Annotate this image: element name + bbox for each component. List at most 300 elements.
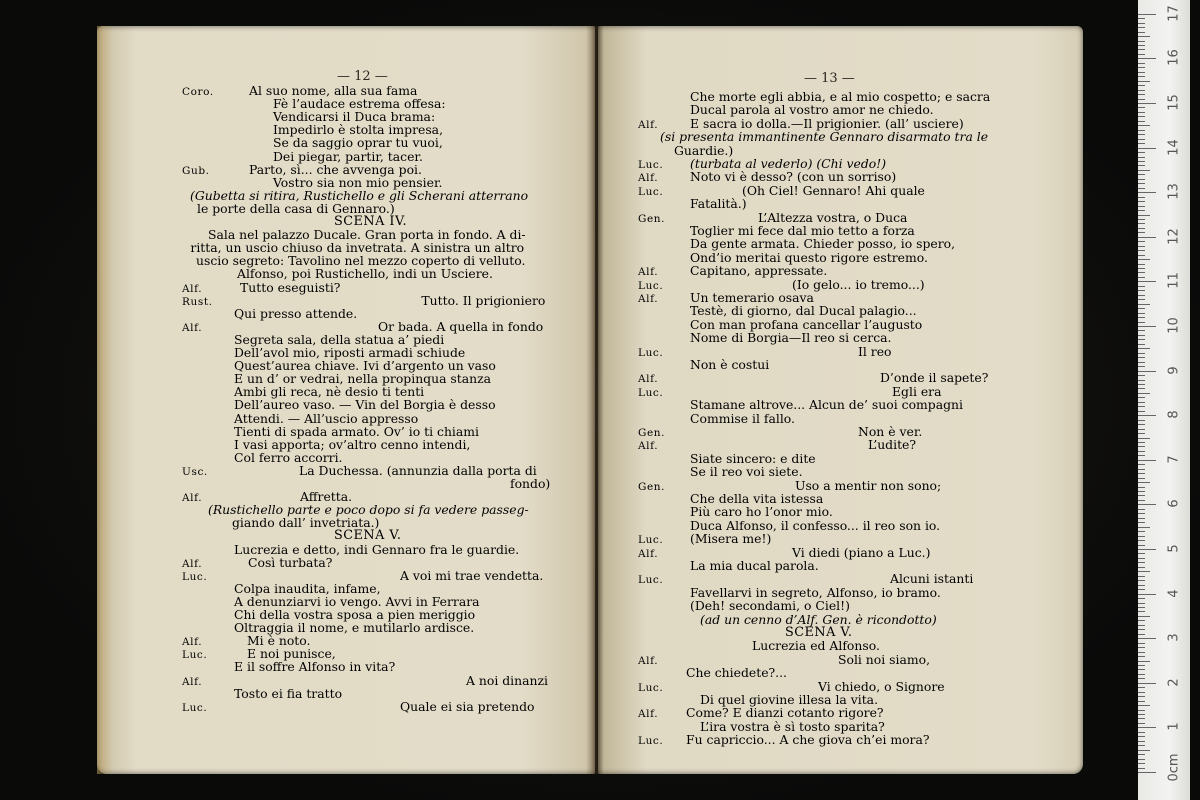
- speaker-abbrev: Luc.: [638, 681, 664, 694]
- stage-direction: (ad un cenno d’Alf. Gen. è ricondotto): [700, 611, 937, 627]
- ruler-tick: [1138, 759, 1145, 760]
- verse-line: Un temerario osava: [690, 290, 814, 305]
- verse-line: Uso a mentir non sono;: [795, 477, 942, 493]
- ruler-tick: [1138, 268, 1145, 269]
- ruler-label: 11: [1166, 272, 1182, 290]
- verse-line: Con man profana cancellar l’augusto: [690, 316, 923, 332]
- ruler-tick: [1138, 692, 1145, 693]
- ruler-label: 14: [1166, 138, 1182, 156]
- ruler-tick: [1138, 678, 1145, 679]
- verse-line: Tosto ei fia tratto: [234, 685, 343, 701]
- stage-direction: (Rustichello parte e poco dopo si fa vedere passeg-: [208, 502, 529, 518]
- speaker-abbrev: Luc.: [638, 346, 664, 359]
- verse-line: Sala nel palazzo Ducale. Gran porta in fondo. A di-: [208, 227, 526, 243]
- ruler-tick: [1138, 36, 1150, 37]
- verse-line: Dell’avol mio, riposti armadi schiude: [234, 345, 466, 360]
- ruler-tick: [1138, 210, 1145, 211]
- ruler-tick: [1138, 54, 1145, 55]
- ruler-tick: [1138, 580, 1145, 581]
- scene-heading: SCENA IV.: [334, 214, 408, 229]
- speaker-abbrev: Luc.: [638, 386, 664, 399]
- ruler-tick: [1138, 487, 1145, 488]
- ruler-tick: [1138, 429, 1145, 430]
- ruler-tick: [1138, 732, 1145, 733]
- ruler-tick: [1138, 634, 1145, 635]
- ruler-tick: [1138, 433, 1145, 434]
- ruler-tick: [1138, 264, 1145, 265]
- ruler-tick: [1138, 607, 1145, 608]
- ruler-tick: [1138, 611, 1145, 612]
- speaker-abbrev: Alf.: [638, 266, 659, 279]
- ruler-tick: [1138, 451, 1145, 452]
- ruler-tick: [1138, 281, 1156, 282]
- ruler-tick: [1138, 45, 1145, 46]
- ruler-tick: [1138, 277, 1145, 278]
- ruler-tick: [1138, 81, 1150, 82]
- ruler-tick: [1138, 772, 1156, 773]
- ruler-tick: [1138, 121, 1145, 122]
- ruler-tick: [1138, 424, 1145, 425]
- ruler-label: 7: [1166, 455, 1182, 464]
- verse-line: Vi diedi (piano a Luc.): [792, 544, 931, 560]
- ruler-tick: [1138, 192, 1156, 193]
- measurement-ruler: [1138, 0, 1190, 800]
- verse-line: Così turbata?: [248, 554, 333, 570]
- ruler-tick: [1138, 228, 1145, 229]
- ruler-tick: [1138, 143, 1145, 144]
- ruler-tick: [1138, 576, 1145, 577]
- ruler-tick: [1138, 125, 1150, 126]
- verse-line: Noto vi è desso? (con un sorriso): [690, 169, 897, 185]
- ruler-tick: [1138, 362, 1145, 363]
- ruler-tick: [1138, 58, 1156, 59]
- ruler-tick: [1138, 616, 1150, 617]
- speaker-abbrev: Alf.: [182, 557, 203, 570]
- ruler-tick: [1138, 527, 1150, 528]
- ruler-tick: [1138, 183, 1145, 184]
- ruler-tick: [1138, 745, 1145, 746]
- ruler-tick: [1138, 246, 1145, 247]
- verse-line: Da gente armata. Chieder posso, io spero,: [690, 236, 956, 252]
- verse-line: Toglier mi fece dal mio tetto a forza: [690, 223, 915, 238]
- ruler-tick: [1138, 99, 1145, 100]
- ruler-tick: [1138, 687, 1145, 688]
- ruler-tick: [1138, 32, 1145, 33]
- ruler-label: 8: [1166, 410, 1182, 419]
- stage-direction: (si presenta immantinente Gennaro disarmato tra le: [660, 129, 989, 145]
- ruler-tick: [1138, 223, 1145, 224]
- ruler-tick: [1138, 14, 1156, 15]
- ruler-tick: [1138, 188, 1145, 189]
- verse-line: Alfonso, poi Rustichello, indi un Usciere.: [237, 266, 493, 282]
- speaker-abbrev: Coro.: [182, 86, 214, 98]
- verse-line: Stamane altrove... Alcun de’ suoi compagni: [690, 397, 963, 413]
- ruler-tick: [1138, 148, 1156, 149]
- speaker-abbrev: Alf.: [638, 373, 659, 386]
- ruler-tick: [1138, 540, 1145, 541]
- ruler-label: 4: [1166, 588, 1182, 598]
- ruler-tick: [1138, 545, 1145, 546]
- ruler-tick: [1138, 768, 1145, 769]
- verse-line: Dei piegar, partir, tacer.: [273, 148, 423, 164]
- ruler-tick: [1138, 509, 1145, 510]
- ruler-tick: [1138, 72, 1145, 73]
- ruler-tick: [1138, 375, 1145, 376]
- page-number: — 12 —: [337, 69, 388, 84]
- ruler-tick: [1138, 139, 1145, 140]
- ruler-tick: [1138, 589, 1145, 590]
- ruler-tick: [1138, 299, 1145, 300]
- verse-line: Vendicarsi il Duca brama:: [273, 109, 436, 125]
- verse-line: Col ferro accorri.: [234, 449, 343, 465]
- page-edge-stain: [97, 26, 113, 774]
- verse-line: Ambi gli reca, nè desio ti tenti: [234, 384, 425, 400]
- speaker-abbrev: Alf.: [638, 708, 659, 721]
- verse-line: D’onde il sapete?: [880, 370, 989, 386]
- ruler-tick: [1138, 393, 1150, 394]
- verse-line: Più caro ho l’onor mio.: [690, 504, 833, 520]
- ruler-tick: [1138, 763, 1145, 764]
- speaker-abbrev: Luc.: [182, 570, 208, 583]
- ruler-tick: [1138, 380, 1145, 381]
- ruler-tick: [1138, 464, 1145, 465]
- stage-direction: (Oh Ciel! Gennaro! Ahi quale: [742, 182, 925, 198]
- ruler-tick: [1138, 518, 1145, 519]
- ruler-tick: [1138, 723, 1145, 724]
- ruler-label: 12: [1166, 228, 1182, 245]
- speaker-abbrev: Alf.: [182, 282, 203, 295]
- verse-line: Quest’aurea chiave. Ivi d’argento un vaso: [234, 358, 496, 374]
- speaker-abbrev: Alf.: [638, 293, 659, 305]
- ruler-tick: [1138, 94, 1145, 95]
- ruler-tick: [1138, 669, 1145, 670]
- verse-line: Non è ver.: [858, 424, 923, 439]
- ruler-tick: [1138, 366, 1145, 367]
- verse-line: Fatalità.): [690, 196, 747, 212]
- speaker-abbrev: Alf.: [638, 118, 659, 131]
- verse-line: Testè, di giorno, dal Ducal palagio...: [690, 303, 917, 319]
- ruler-tick: [1138, 326, 1156, 327]
- stage-direction: (Misera me!): [690, 531, 772, 547]
- ruler-tick: [1138, 625, 1145, 626]
- verse-line: Se da saggio oprar tu vuoi,: [273, 135, 443, 151]
- verse-line: Quale ei sia pretendo: [400, 698, 535, 714]
- page-number: — 13 —: [804, 71, 855, 86]
- speaker-abbrev: Gen.: [638, 427, 666, 439]
- speaker-abbrev: Usc.: [182, 465, 208, 478]
- ruler-tick: [1138, 727, 1156, 728]
- ruler-tick: [1138, 460, 1156, 461]
- ruler-tick: [1138, 478, 1145, 479]
- ruler-tick: [1138, 206, 1145, 207]
- verse-line: Vostro sia non mio pensier.: [273, 174, 443, 190]
- book-gutter: [586, 26, 604, 774]
- speaker-abbrev: Luc.: [182, 649, 208, 662]
- speaker-abbrev: Alf.: [638, 172, 659, 185]
- verse-line: Egli era: [892, 383, 942, 399]
- verse-line: Non è costui: [690, 357, 770, 372]
- speaker-abbrev: Alf.: [182, 636, 203, 649]
- ruler-tick: [1138, 348, 1150, 349]
- ruler-tick: [1138, 157, 1145, 158]
- verse-line: Fè l’audace estrema offesa:: [273, 96, 446, 112]
- verse-line: Tutto eseguisti?: [240, 279, 341, 295]
- ruler-tick: [1138, 567, 1145, 568]
- ruler-tick: [1138, 330, 1145, 331]
- ruler-tick: [1138, 549, 1156, 550]
- verse-line: Commise il fallo.: [690, 410, 795, 426]
- verse-line: Ond’io meritai questo rigore estremo.: [690, 249, 928, 265]
- ruler-tick: [1138, 415, 1156, 416]
- ruler-tick: [1138, 317, 1145, 318]
- ruler-label: 13: [1166, 183, 1182, 200]
- stage-direction: (Io gelo... io tremo...): [792, 276, 925, 292]
- ruler-tick: [1138, 197, 1145, 198]
- verse-line: uscio segreto: Tavolino nel mezzo coperto di velluto.: [196, 253, 526, 269]
- ruler-tick: [1138, 241, 1145, 242]
- verse-line: Se il reo voi siete.: [690, 464, 803, 480]
- ruler-tick: [1138, 41, 1145, 42]
- ruler-label: 6: [1166, 499, 1182, 509]
- verse-line: Ducal parola al vostro amor ne chiedo.: [690, 102, 934, 118]
- verse-line: Come? E dianzi cotanto rigore?: [686, 705, 884, 721]
- ruler-tick: [1138, 446, 1145, 447]
- ruler-tick: [1138, 420, 1145, 421]
- verse-line: Guardie.): [674, 142, 734, 158]
- ruler-tick: [1138, 116, 1145, 117]
- verse-line: L’ira vostra è sì tosto sparita?: [700, 718, 885, 734]
- speaker-abbrev: Luc.: [182, 701, 208, 714]
- ruler-tick: [1138, 504, 1156, 505]
- verse-line: Che chiedete?...: [686, 665, 787, 681]
- speaker-abbrev: Rust.: [182, 295, 213, 308]
- speaker-abbrev: Luc.: [638, 279, 664, 292]
- verse-line: L’Altezza vostra, o Duca: [758, 209, 908, 225]
- speaker-abbrev: Alf.: [182, 492, 203, 505]
- verse-line: le porte della casa di Gennaro.): [197, 200, 395, 216]
- ruler-tick: [1138, 473, 1145, 474]
- ruler-label: 10: [1166, 317, 1182, 334]
- scene-heading: SCENA V.: [334, 528, 402, 544]
- verse-line: E un d’ or vedrai, nella propinqua stanza: [234, 371, 492, 387]
- verse-line: Colpa inaudita, infame,: [234, 580, 381, 596]
- ruler-tick: [1138, 411, 1145, 412]
- ruler-tick: [1138, 402, 1145, 403]
- ruler-tick: [1138, 215, 1150, 216]
- ruler-tick: [1138, 571, 1150, 572]
- verse-line: ritta, un uscio chiuso da invetrata. A sinistra un altro: [190, 240, 525, 256]
- ruler-tick: [1138, 718, 1145, 719]
- verse-line: Parto, sì... che avvenga poi.: [249, 161, 422, 177]
- speaker-abbrev: Luc.: [638, 185, 664, 198]
- ruler-tick: [1138, 335, 1145, 336]
- ruler-tick: [1138, 598, 1145, 599]
- ruler-tick: [1138, 304, 1150, 305]
- verse-line: fondo): [510, 476, 551, 491]
- ruler-tick: [1138, 442, 1145, 443]
- verse-line: E noi punisce,: [247, 646, 336, 662]
- ruler-tick: [1138, 553, 1145, 554]
- ruler-tick: [1138, 130, 1145, 131]
- scene-heading: SCENA V.: [785, 625, 853, 640]
- ruler-tick: [1138, 674, 1145, 675]
- verse-line: Lucrezia ed Alfonso.: [752, 638, 880, 654]
- ruler-tick: [1138, 750, 1150, 751]
- verse-line: Alcuni istanti: [890, 571, 974, 587]
- speaker-abbrev: Alf.: [638, 654, 659, 667]
- ruler-tick: [1138, 482, 1150, 483]
- ruler-tick: [1138, 63, 1145, 64]
- ruler-tick: [1138, 495, 1145, 496]
- verse-line: Qui presso attende.: [234, 305, 358, 321]
- speaker-abbrev: Alf.: [182, 321, 203, 334]
- verse-line: A voi mi trae vendetta.: [400, 567, 544, 583]
- ruler-tick: [1138, 754, 1145, 755]
- ruler-tick: [1138, 27, 1145, 28]
- verse-line: E il soffre Alfonso in vita?: [234, 659, 396, 675]
- verse-line: Fu capriccio... A che giova ch’ei mora?: [686, 732, 930, 748]
- ruler-tick: [1138, 286, 1145, 287]
- verse-line: Il reo: [858, 343, 892, 359]
- verse-line: E sacra io dolla.—Il prigionier. (all’ usciere): [690, 115, 964, 131]
- verse-line: Impedirlo è stolta impresa,: [273, 122, 444, 138]
- ruler-tick: [1138, 201, 1145, 202]
- ruler-tick: [1138, 491, 1145, 492]
- stage-direction: (Deh! secondami, o Ciel!): [690, 598, 850, 614]
- verse-line: Vi chiedo, o Signore: [818, 678, 945, 694]
- ruler-tick: [1138, 683, 1156, 684]
- ruler-tick: [1138, 344, 1145, 345]
- ruler-tick: [1138, 705, 1150, 706]
- ruler-tick: [1138, 620, 1145, 621]
- ruler-tick: [1138, 638, 1156, 639]
- ruler-tick: [1138, 85, 1145, 86]
- ruler-tick: [1138, 165, 1145, 166]
- verse-line: Dell’aureo vaso. — Vin del Borgia è desso: [234, 397, 496, 413]
- ruler-tick: [1138, 67, 1145, 68]
- stage-direction: (turbata al vederlo) (Chi vedo!): [690, 156, 887, 171]
- verse-line: I vasi apporta; ov’altro cenno intendi,: [234, 436, 471, 452]
- verse-line: Tutto. Il prigioniero: [421, 292, 546, 308]
- ruler-tick: [1138, 652, 1145, 653]
- ruler-tick: [1138, 741, 1145, 742]
- ruler-tick: [1138, 170, 1150, 171]
- verse-line: Mi è noto.: [247, 633, 311, 649]
- ruler-tick: [1138, 701, 1145, 702]
- verse-line: Duca Alfonso, il confesso... il reo son io.: [690, 517, 941, 533]
- ruler-tick: [1138, 295, 1145, 296]
- verse-line: Attendi. — All’uscio appresso: [234, 410, 419, 426]
- verse-line: Siate sincero: e dite: [690, 450, 816, 466]
- verse-line: Chi della vostra sposa a pien meriggio: [234, 607, 476, 622]
- ruler-tick: [1138, 90, 1145, 91]
- ruler-tick: [1138, 469, 1145, 470]
- ruler-tick: [1138, 500, 1145, 501]
- ruler-tick: [1138, 558, 1145, 559]
- verse-line: Soli noi siamo,: [838, 651, 931, 667]
- ruler-tick: [1138, 18, 1145, 19]
- ruler-tick: [1138, 603, 1145, 604]
- verse-line: Di quel giovine illesa la vita.: [700, 692, 879, 707]
- speaker-abbrev: Gen.: [638, 212, 666, 225]
- ruler-tick: [1138, 232, 1145, 233]
- ruler-tick: [1138, 455, 1145, 456]
- verse-line: Lucrezia e detto, indi Gennaro fra le guardie.: [234, 541, 520, 557]
- ruler-label: 3: [1166, 633, 1182, 642]
- ruler-tick: [1138, 647, 1145, 648]
- speaker-abbrev: Luc.: [638, 159, 664, 171]
- ruler-label: 9: [1166, 365, 1182, 375]
- ruler-tick: [1138, 661, 1150, 662]
- speaker-abbrev: Gen.: [638, 480, 666, 493]
- ruler-tick: [1138, 308, 1145, 309]
- ruler-tick: [1138, 76, 1145, 77]
- ruler-tick: [1138, 438, 1150, 439]
- ruler-tick: [1138, 710, 1145, 711]
- speaker-abbrev: Alf.: [638, 440, 659, 453]
- ruler-tick: [1138, 522, 1145, 523]
- ruler-tick: [1138, 174, 1145, 175]
- verse-line: Oltraggia il nome, e mutilarlo ardisce.: [234, 620, 475, 636]
- verse-line: Che morte egli abbia, e al mio cospetto; e sacra: [690, 89, 991, 104]
- verse-line: Or bada. A quella in fondo: [378, 318, 544, 334]
- verse-line: Capitano, appressate.: [690, 263, 828, 279]
- ruler-label: 15: [1166, 94, 1182, 111]
- ruler-tick: [1138, 23, 1145, 24]
- verse-line: A noi dinanzi: [466, 672, 548, 688]
- verse-line: Favellarvi in segreto, Alfonso, io bramo.: [690, 584, 941, 600]
- ruler-tick: [1138, 49, 1145, 50]
- speaker-abbrev: Luc.: [638, 735, 664, 748]
- ruler-tick: [1138, 665, 1145, 666]
- ruler-tick: [1138, 259, 1150, 260]
- speaker-abbrev: Luc.: [638, 534, 664, 547]
- verse-line: A denunziarvi io vengo. Avvi in Ferrara: [234, 593, 480, 609]
- ruler-tick: [1138, 536, 1145, 537]
- ruler-tick: [1138, 736, 1145, 737]
- speaker-abbrev: Alf.: [638, 547, 659, 560]
- ruler-label: 0cm: [1166, 753, 1182, 782]
- ruler-label: 2: [1166, 678, 1182, 687]
- verse-line: giando dall’ invetriata.): [232, 515, 380, 531]
- ruler-tick: [1138, 714, 1145, 715]
- verse-line: Nome di Borgia—Il reo si cerca.: [690, 330, 892, 346]
- verse-line: Al suo nome, alla sua fama: [249, 83, 418, 98]
- ruler-label: 17: [1166, 5, 1182, 22]
- ruler-tick: [1138, 103, 1156, 104]
- speaker-abbrev: Gub.: [182, 164, 210, 177]
- ruler-tick: [1138, 112, 1145, 113]
- ruler-tick: [1138, 531, 1145, 532]
- ruler-tick: [1138, 255, 1145, 256]
- speaker-abbrev: Alf.: [182, 675, 203, 688]
- verse-line: Tienti di spada armato. Ov’ io ti chiami: [234, 423, 479, 439]
- ruler-tick: [1138, 357, 1145, 358]
- ruler-tick: [1138, 562, 1145, 563]
- ruler-tick: [1138, 594, 1156, 595]
- ruler-tick: [1138, 353, 1145, 354]
- ruler-tick: [1138, 656, 1145, 657]
- ruler-label: 16: [1166, 49, 1182, 67]
- ruler-tick: [1138, 397, 1145, 398]
- ruler-tick: [1138, 290, 1145, 291]
- ruler-tick: [1138, 388, 1145, 389]
- verse-line: Che della vita istessa: [690, 491, 824, 506]
- verse-line: La Duchessa. (annunzia dalla porta di: [299, 462, 537, 478]
- ruler-tick: [1138, 322, 1145, 323]
- verse-line: Affretta.: [300, 489, 353, 505]
- ruler-tick: [1138, 585, 1145, 586]
